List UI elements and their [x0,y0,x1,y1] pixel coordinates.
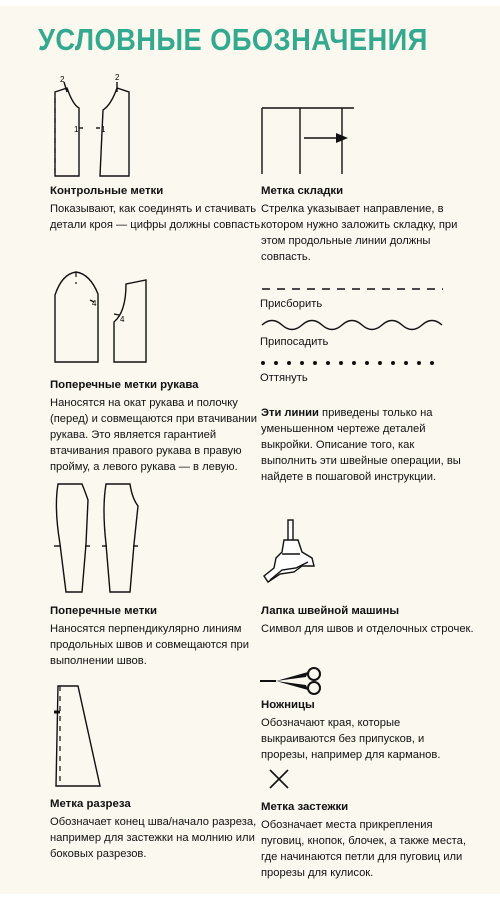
sleeve-item [50,378,265,475]
cross-notches-title: Поперечные метки [50,605,157,617]
lines-note-bold: Эти линии [261,407,319,419]
gather-line-symbol [260,286,445,292]
gather-label: Присборить [260,298,323,310]
sleeve-text: Наносятся на окат рукава и полочку (перед) и совмещаются при втачивании рукава. Это является гарантией втачивания правого рукава в правую пройму, а левого рукава — в левую. [50,397,258,473]
scissors-title: Ножницы [261,699,315,711]
notch-number-2-left: 2 [60,75,65,84]
trousers-cross-notches-illustration [52,478,147,598]
presser-foot-item [261,604,476,637]
notch-number-1-left: 1 [74,125,79,134]
scissors-item [261,698,466,763]
pleat-title: Метка складки [261,185,344,197]
bodice-notches-illustration [45,70,145,180]
fastener-text: Обозначает места прикрепления пуговиц, кнопок, блочек, а также места, где начинаются петли для пуговиц или прорезы для кулисок. [261,819,467,879]
scissors-text: Обозначают края, которые выкраиваются без припусков, и прорезы, например для карманов. [261,717,441,761]
skirt-slit-illustration [50,682,110,792]
fastener-item [261,800,466,881]
presser-foot-text: Символ для швов и отделочных строчек. [261,623,474,635]
notches-item [50,184,265,233]
sleeve-number-4-left: 4 [92,299,97,308]
paper-edge-top [0,0,500,6]
slit-text: Обозначает конец шва/начало разреза, например для застежки на молнию или боковых разрезов. [50,816,257,860]
fastener-title: Метка застежки [261,801,349,813]
stretch-line-symbol [260,360,445,366]
presser-foot-icon [262,518,322,590]
pleat-item [261,184,476,265]
pleat-mark-illustration [258,106,358,176]
lines-note-text: приведены только на уменьшенном чертеже деталей выкройки. Описание того, как выполнить эти швейные операции, вы найдете в пошаговой инструкции. [261,407,461,483]
sleeve-notches-illustration [50,270,165,370]
scissors-icon [258,666,333,696]
ease-label: Припосадить [260,336,329,348]
presser-foot-title: Лапка швейной машины [261,605,400,617]
notches-title: Контрольные метки [50,185,164,197]
pleat-text: Стрелка указывает направление, в котором нужно заложить складку, при этом продольные линии должны совпасть. [261,203,458,263]
lines-note [261,405,461,485]
page-title: УСЛОВНЫЕ ОБОЗНАЧЕНИЯ [38,22,428,57]
stretch-label: Оттянуть [260,372,308,384]
cross-notches-text: Наносятся перпендикулярно линиям продольных швов и совмещаются при выполнении швов. [50,623,249,667]
slit-title: Метка разреза [50,798,131,810]
notch-number-2-right: 2 [115,73,120,82]
slit-item [50,797,265,862]
fastener-cross-icon [268,768,290,790]
sleeve-number-4-right: 4 [120,315,125,324]
cross-notches-item [50,604,265,669]
sleeve-title: Поперечные метки рукава [50,379,199,391]
notch-number-1-right: 1 [101,125,106,134]
notches-text: Показывают, как соединять и стачивать детали кроя — цифры должны совпасть. [50,203,264,231]
ease-line-symbol [260,318,445,332]
paper-edge-bottom [0,894,500,900]
